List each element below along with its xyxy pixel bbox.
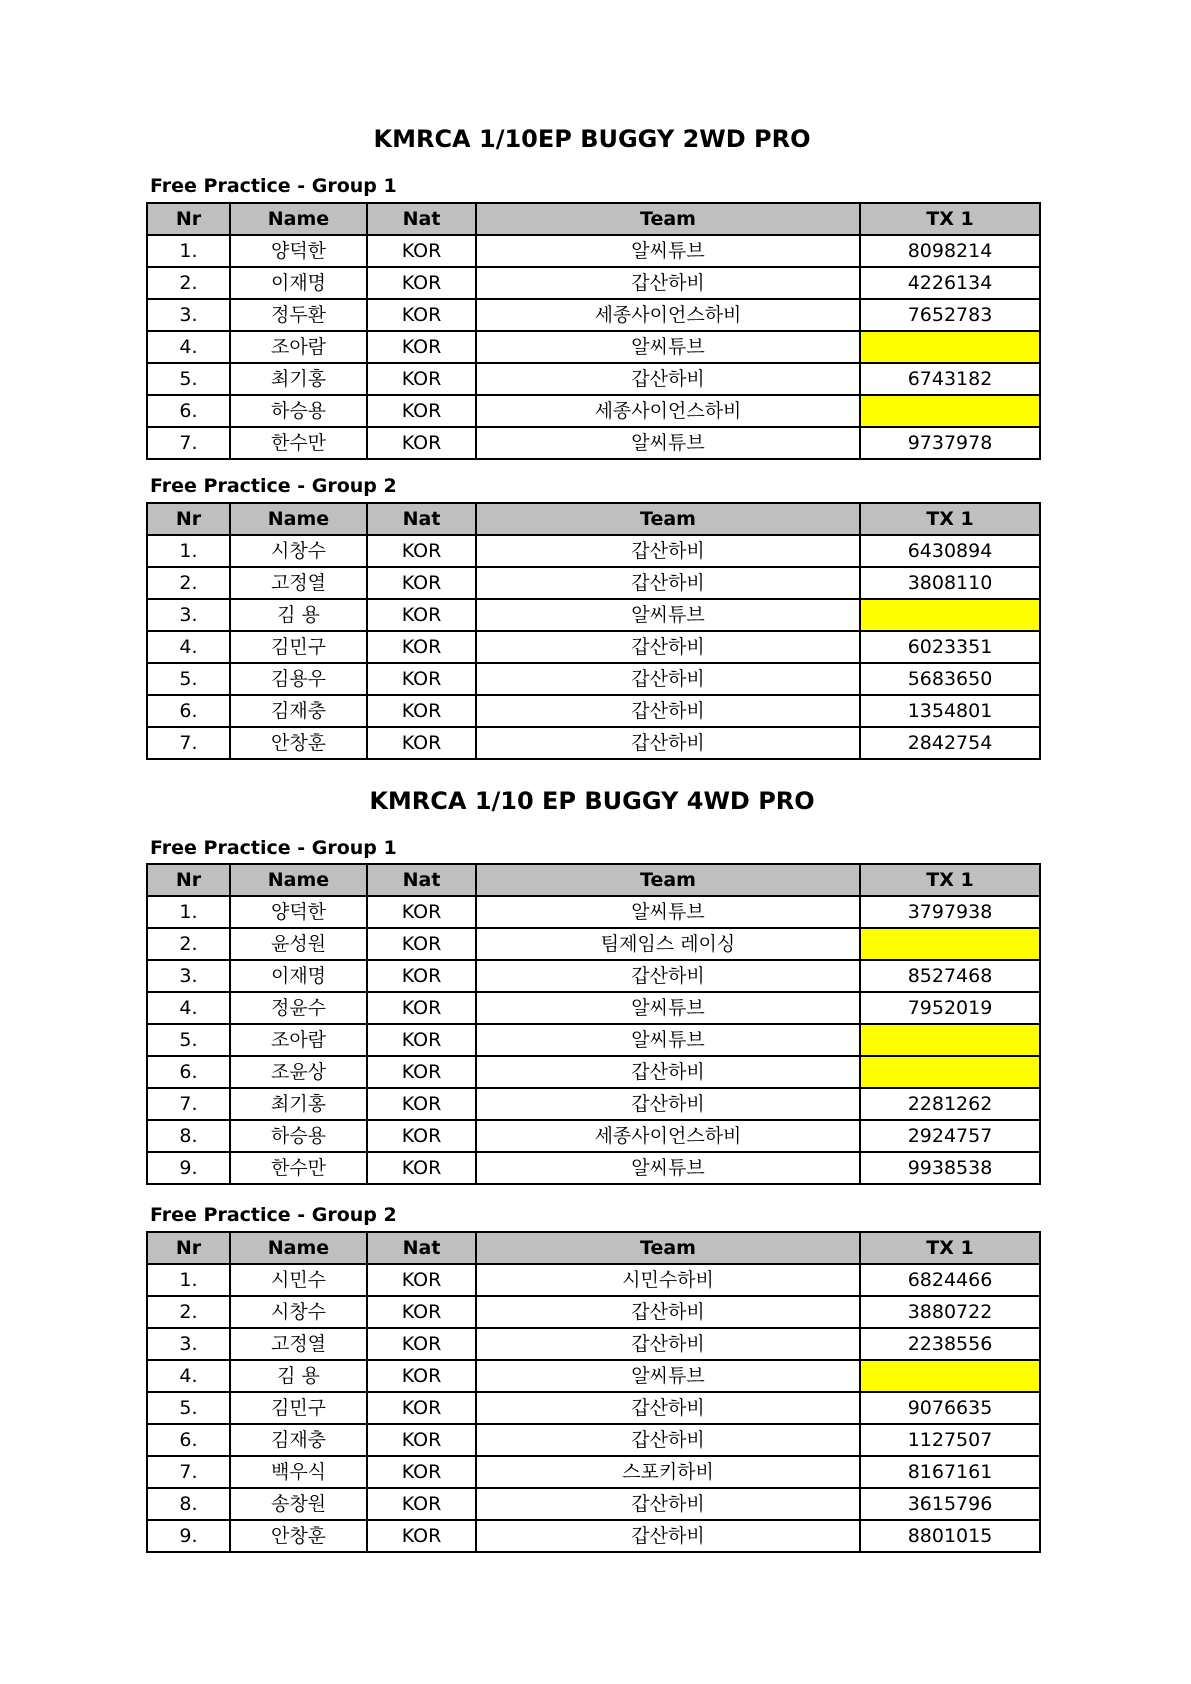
entry-nat: KOR — [367, 299, 476, 331]
table-row — [147, 631, 1040, 663]
entry-nr: 2. — [147, 1296, 230, 1328]
entry-tx: 9076635 — [860, 1392, 1040, 1424]
entry-nr: 4. — [147, 992, 230, 1024]
entry-name: 최기홍 — [230, 1088, 367, 1120]
header-nr: Nr — [147, 203, 230, 235]
entry-name: 하승용 — [230, 395, 367, 427]
entry-name: 정윤수 — [230, 992, 367, 1024]
entry-nr: 6. — [147, 395, 230, 427]
entry-nr: 7. — [147, 1456, 230, 1488]
header-nat: Nat — [367, 1232, 476, 1264]
table-row — [147, 663, 1040, 695]
group-label: Free Practice - Group 1 — [150, 175, 397, 197]
entry-nr: 8. — [147, 1120, 230, 1152]
entry-team: 갑산하비 — [476, 663, 860, 695]
table-row — [147, 599, 1040, 631]
entry-nr: 3. — [147, 599, 230, 631]
entry-nr: 2. — [147, 928, 230, 960]
entry-team: 알씨튜브 — [476, 235, 860, 267]
entry-tx: 6430894 — [860, 535, 1040, 567]
entry-team: 갑산하비 — [476, 727, 860, 759]
table-header-row — [147, 203, 1040, 235]
entry-name: 안창훈 — [230, 727, 367, 759]
table-row — [147, 727, 1040, 759]
table-row — [147, 535, 1040, 567]
entry-team: 시민수하비 — [476, 1264, 860, 1296]
entry-tx: 1354801 — [860, 695, 1040, 727]
entry-nat: KOR — [367, 395, 476, 427]
entry-tx: 8167161 — [860, 1456, 1040, 1488]
entry-nat: KOR — [367, 535, 476, 567]
entry-nr: 1. — [147, 535, 230, 567]
entry-tx-missing — [860, 331, 1040, 363]
entry-team: 갑산하비 — [476, 960, 860, 992]
entry-team: 갑산하비 — [476, 1424, 860, 1456]
table-row — [147, 1488, 1040, 1520]
header-tx: TX 1 — [860, 864, 1040, 896]
table-header-row — [147, 503, 1040, 535]
entry-nr: 9. — [147, 1520, 230, 1552]
table-row — [147, 1424, 1040, 1456]
entry-nat: KOR — [367, 1424, 476, 1456]
entry-nat: KOR — [367, 363, 476, 395]
entry-name: 정두환 — [230, 299, 367, 331]
entry-nat: KOR — [367, 1456, 476, 1488]
entry-nr: 6. — [147, 1424, 230, 1456]
entry-team: 알씨튜브 — [476, 992, 860, 1024]
entry-tx: 2238556 — [860, 1328, 1040, 1360]
entry-table — [146, 1231, 1041, 1553]
entry-team: 갑산하비 — [476, 1520, 860, 1552]
entry-team: 갑산하비 — [476, 631, 860, 663]
header-name: Name — [230, 503, 367, 535]
table-row — [147, 331, 1040, 363]
entry-nr: 4. — [147, 331, 230, 363]
entry-name: 송창원 — [230, 1488, 367, 1520]
entry-team: 알씨튜브 — [476, 1152, 860, 1184]
table-row — [147, 992, 1040, 1024]
entry-nat: KOR — [367, 267, 476, 299]
entry-nat: KOR — [367, 1328, 476, 1360]
entry-nr: 9. — [147, 1152, 230, 1184]
header-team: Team — [476, 1232, 860, 1264]
entry-nr: 3. — [147, 299, 230, 331]
entry-team: 갑산하비 — [476, 1296, 860, 1328]
entry-tx: 3615796 — [860, 1488, 1040, 1520]
table-row — [147, 1024, 1040, 1056]
entry-team: 갑산하비 — [476, 363, 860, 395]
group-label: Free Practice - Group 2 — [150, 475, 397, 497]
entry-nat: KOR — [367, 663, 476, 695]
entry-team: 갑산하비 — [476, 267, 860, 299]
table-row — [147, 1328, 1040, 1360]
group-label: Free Practice - Group 1 — [150, 837, 397, 859]
header-nat: Nat — [367, 864, 476, 896]
entry-name: 조아람 — [230, 331, 367, 363]
entry-nat: KOR — [367, 1392, 476, 1424]
entry-name: 고정열 — [230, 567, 367, 599]
entry-tx: 1127507 — [860, 1424, 1040, 1456]
table-row — [147, 567, 1040, 599]
entry-tx: 6743182 — [860, 363, 1040, 395]
header-name: Name — [230, 1232, 367, 1264]
entry-nat: KOR — [367, 1488, 476, 1520]
entry-nr: 1. — [147, 896, 230, 928]
table-row — [147, 1520, 1040, 1552]
entry-tx: 8098214 — [860, 235, 1040, 267]
table-row — [147, 1392, 1040, 1424]
entry-name: 고정열 — [230, 1328, 367, 1360]
entry-nr: 3. — [147, 960, 230, 992]
entry-team: 갑산하비 — [476, 567, 860, 599]
entry-nat: KOR — [367, 1296, 476, 1328]
entry-nat: KOR — [367, 427, 476, 459]
entry-nat: KOR — [367, 1152, 476, 1184]
entry-team: 갑산하비 — [476, 1488, 860, 1520]
entry-name: 한수만 — [230, 427, 367, 459]
entry-name: 양덕한 — [230, 235, 367, 267]
entry-team: 갑산하비 — [476, 1392, 860, 1424]
entry-nr: 5. — [147, 363, 230, 395]
table-header-row — [147, 864, 1040, 896]
table-header-row — [147, 1232, 1040, 1264]
entry-tx-missing — [860, 1024, 1040, 1056]
entry-tx: 6824466 — [860, 1264, 1040, 1296]
header-nr: Nr — [147, 1232, 230, 1264]
header-tx: TX 1 — [860, 503, 1040, 535]
table-row — [147, 267, 1040, 299]
entry-name: 김재충 — [230, 695, 367, 727]
entry-name: 조윤상 — [230, 1056, 367, 1088]
entry-team: 알씨튜브 — [476, 599, 860, 631]
entry-name: 백우식 — [230, 1456, 367, 1488]
entry-team: 갑산하비 — [476, 535, 860, 567]
entry-team: 스포키하비 — [476, 1456, 860, 1488]
table-row — [147, 1056, 1040, 1088]
table-row — [147, 395, 1040, 427]
entry-nat: KOR — [367, 1120, 476, 1152]
entry-nr: 7. — [147, 1088, 230, 1120]
entry-team: 알씨튜브 — [476, 331, 860, 363]
header-tx: TX 1 — [860, 1232, 1040, 1264]
entry-nr: 5. — [147, 1024, 230, 1056]
section-title-4wd: KMRCA 1/10 EP BUGGY 4WD PRO — [369, 787, 815, 815]
entry-name: 시창수 — [230, 1296, 367, 1328]
entry-nr: 3. — [147, 1328, 230, 1360]
entry-tx: 3797938 — [860, 896, 1040, 928]
table-row — [147, 695, 1040, 727]
entry-nat: KOR — [367, 631, 476, 663]
entry-name: 시민수 — [230, 1264, 367, 1296]
entry-name: 조아람 — [230, 1024, 367, 1056]
entry-tx-missing — [860, 1360, 1040, 1392]
entry-nat: KOR — [367, 1360, 476, 1392]
entry-name: 이재명 — [230, 267, 367, 299]
entry-name: 하승용 — [230, 1120, 367, 1152]
entry-nat: KOR — [367, 1264, 476, 1296]
entry-nr: 5. — [147, 1392, 230, 1424]
entry-name: 김 용 — [230, 599, 367, 631]
entry-name: 김재충 — [230, 1424, 367, 1456]
header-name: Name — [230, 203, 367, 235]
entry-tx: 4226134 — [860, 267, 1040, 299]
entry-nr: 1. — [147, 235, 230, 267]
entry-team: 세종사이언스하비 — [476, 1120, 860, 1152]
entry-tx-missing — [860, 395, 1040, 427]
entry-tx: 2842754 — [860, 727, 1040, 759]
entry-name: 최기홍 — [230, 363, 367, 395]
header-team: Team — [476, 203, 860, 235]
entry-team: 갑산하비 — [476, 1056, 860, 1088]
entry-nat: KOR — [367, 1088, 476, 1120]
entry-table — [146, 502, 1041, 760]
entry-nat: KOR — [367, 928, 476, 960]
header-team: Team — [476, 864, 860, 896]
entry-nat: KOR — [367, 235, 476, 267]
entry-name: 김민구 — [230, 631, 367, 663]
entry-team: 알씨튜브 — [476, 1024, 860, 1056]
entry-nr: 1. — [147, 1264, 230, 1296]
entry-nr: 2. — [147, 567, 230, 599]
entry-name: 김 용 — [230, 1360, 367, 1392]
table-row — [147, 1360, 1040, 1392]
entry-tx-missing — [860, 928, 1040, 960]
table-row — [147, 299, 1040, 331]
entry-tx: 2924757 — [860, 1120, 1040, 1152]
header-nr: Nr — [147, 864, 230, 896]
table-row — [147, 1456, 1040, 1488]
header-nat: Nat — [367, 203, 476, 235]
entry-name: 윤성원 — [230, 928, 367, 960]
entry-nr: 2. — [147, 267, 230, 299]
entry-name: 김민구 — [230, 1392, 367, 1424]
entry-name: 이재명 — [230, 960, 367, 992]
header-nr: Nr — [147, 503, 230, 535]
entry-nr: 4. — [147, 1360, 230, 1392]
entry-tx: 9938538 — [860, 1152, 1040, 1184]
table-row — [147, 1088, 1040, 1120]
table-row — [147, 928, 1040, 960]
entry-name: 한수만 — [230, 1152, 367, 1184]
entry-tx: 2281262 — [860, 1088, 1040, 1120]
entry-table — [146, 863, 1041, 1185]
table-row — [147, 896, 1040, 928]
entry-tx: 7952019 — [860, 992, 1040, 1024]
entry-tx: 8801015 — [860, 1520, 1040, 1552]
entry-nat: KOR — [367, 1024, 476, 1056]
entry-nat: KOR — [367, 567, 476, 599]
entry-tx: 5683650 — [860, 663, 1040, 695]
entry-tx: 6023351 — [860, 631, 1040, 663]
entry-nr: 5. — [147, 663, 230, 695]
entry-nat: KOR — [367, 1056, 476, 1088]
entry-nr: 4. — [147, 631, 230, 663]
entry-tx: 8527468 — [860, 960, 1040, 992]
entry-nr: 6. — [147, 695, 230, 727]
entry-team: 갑산하비 — [476, 1088, 860, 1120]
entry-team: 갑산하비 — [476, 1328, 860, 1360]
entry-nat: KOR — [367, 695, 476, 727]
entry-team: 세종사이언스하비 — [476, 299, 860, 331]
header-team: Team — [476, 503, 860, 535]
entry-name: 양덕한 — [230, 896, 367, 928]
table-row — [147, 1296, 1040, 1328]
entry-name: 김용우 — [230, 663, 367, 695]
entry-team: 팀제임스 레이싱 — [476, 928, 860, 960]
entry-team: 알씨튜브 — [476, 896, 860, 928]
entry-nat: KOR — [367, 992, 476, 1024]
entry-tx-missing — [860, 599, 1040, 631]
entry-nat: KOR — [367, 599, 476, 631]
entry-name: 시창수 — [230, 535, 367, 567]
table-row — [147, 363, 1040, 395]
entry-nr: 8. — [147, 1488, 230, 1520]
header-name: Name — [230, 864, 367, 896]
table-row — [147, 427, 1040, 459]
table-row — [147, 960, 1040, 992]
entry-nat: KOR — [367, 896, 476, 928]
entry-tx: 3880722 — [860, 1296, 1040, 1328]
table-row — [147, 1152, 1040, 1184]
entry-tx: 7652783 — [860, 299, 1040, 331]
entry-nat: KOR — [367, 1520, 476, 1552]
entry-team: 알씨튜브 — [476, 1360, 860, 1392]
table-row — [147, 1120, 1040, 1152]
table-row — [147, 235, 1040, 267]
entry-nat: KOR — [367, 960, 476, 992]
table-row — [147, 1264, 1040, 1296]
entry-nat: KOR — [367, 727, 476, 759]
entry-tx: 9737978 — [860, 427, 1040, 459]
header-tx: TX 1 — [860, 203, 1040, 235]
group-label: Free Practice - Group 2 — [150, 1204, 397, 1226]
entry-team: 갑산하비 — [476, 695, 860, 727]
entry-team: 알씨튜브 — [476, 427, 860, 459]
header-nat: Nat — [367, 503, 476, 535]
entry-nr: 7. — [147, 427, 230, 459]
entry-nr: 6. — [147, 1056, 230, 1088]
entry-tx-missing — [860, 1056, 1040, 1088]
entry-nr: 7. — [147, 727, 230, 759]
entry-table — [146, 202, 1041, 460]
entry-tx: 3808110 — [860, 567, 1040, 599]
entry-name: 안창훈 — [230, 1520, 367, 1552]
entry-team: 세종사이언스하비 — [476, 395, 860, 427]
section-title-2wd: KMRCA 1/10EP BUGGY 2WD PRO — [373, 125, 811, 153]
entry-nat: KOR — [367, 331, 476, 363]
